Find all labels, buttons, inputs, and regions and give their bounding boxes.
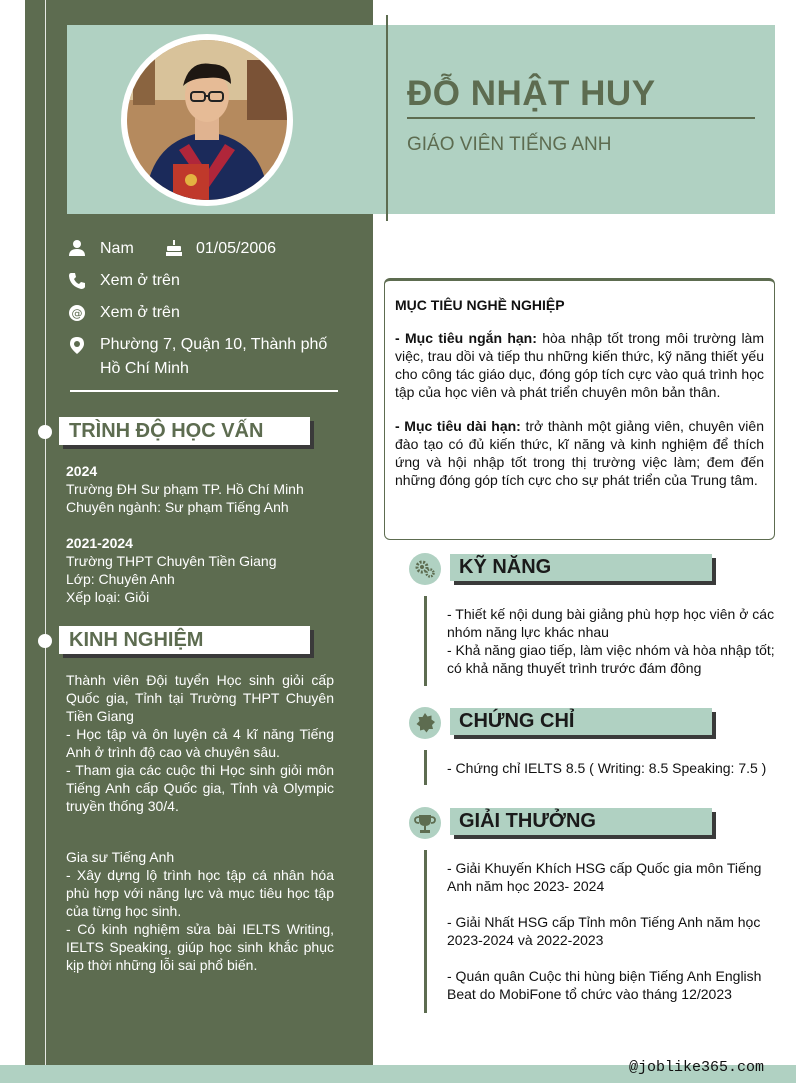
objective-long-term <box>395 417 764 489</box>
timeline-dot <box>38 634 52 648</box>
address-line-1: Phường 7, Quận 10, Thành phố <box>100 336 328 353</box>
experience-block-2: Gia sư Tiếng Anh - Xây dựng lộ trình học tập cá nhân hóa phù hợp với năng lực và mục tiêu học tập của từng học sinh. - Có kinh nghiệm sửa bài IELTS Writing, IELTS Speaking, giúp học sinh khắc phục kịp thời những lỗi sai phổ biến. <box>66 849 334 973</box>
gears-icon <box>409 553 441 585</box>
objective-short-text: hòa nhập tốt trong môi trường làm việc, trau dồi và tiếp thu những kiến thức, kỹ năng thiết yếu cho công tác giáo dục, đóng góp tích cực vào quá trình học tập của học viên và phát triển chuyên môn bản thân. <box>395 330 765 400</box>
awards-timeline-line <box>424 850 427 1013</box>
skills-heading: KỸ NĂNG <box>450 554 712 581</box>
birthday-value: 01/05/2006 <box>196 240 277 257</box>
experience-heading: KINH NGHIỆM <box>59 626 310 654</box>
award-item: - Giải Nhất HSG cấp Tỉnh môn Tiếng Anh năm học 2023-2024 và 2022-2023 <box>447 914 761 948</box>
person-icon <box>68 239 86 257</box>
awards-heading: GIẢI THƯỞNG <box>450 808 712 835</box>
candidate-name: ĐỖ NHẬT HUY <box>407 74 656 113</box>
education-school: Trường THPT Chuyên Tiền Giang <box>66 553 277 569</box>
certificate-badge-icon <box>409 707 441 739</box>
job-title: GIÁO VIÊN TIẾNG ANH <box>407 134 612 155</box>
award-item: - Quán quân Cuộc thi hùng biện Tiếng Anh English Beat do MobiFone tổ chức vào tháng 12/2023 <box>447 968 762 1002</box>
education-major: Chuyên ngành: Sư phạm Tiếng Anh <box>66 499 289 515</box>
watermark: @joblike365.com <box>629 1059 765 1076</box>
avatar <box>121 34 293 206</box>
education-entry <box>66 534 336 606</box>
education-entry <box>66 462 336 516</box>
skills-text: - Thiết kế nội dung bài giảng phù hợp học viên ở các nhóm năng lực khác nhau - Khả năng giao tiếp, làm việc nhóm và hòa nhập tốt; có khả năng thuyết trình trước đám đông <box>447 606 775 676</box>
phone-icon <box>68 272 86 290</box>
sidebar-vertical-line <box>45 0 46 1065</box>
email-value: Xem ở trên <box>100 304 180 321</box>
address-line-2: Hồ Chí Minh <box>100 360 189 377</box>
svg-text:@: @ <box>71 307 83 320</box>
profile-photo <box>127 40 287 200</box>
education-year: 2021-2024 <box>66 535 133 551</box>
education-school: Trường ĐH Sư phạm TP. Hồ Chí Minh <box>66 481 304 497</box>
certificates-heading: CHỨNG CHỈ <box>450 708 712 735</box>
award-item: - Giải Khuyến Khích HSG cấp Quốc gia môn Tiếng Anh năm học 2023- 2024 <box>447 860 762 894</box>
birthday-cake-icon <box>165 239 183 257</box>
objective-long-text: trở thành một giảng viên, chuyên viên đào tạo có đủ kiến thức, kĩ năng và kinh nghiệm để thích ứng và hội nhập tốt trong thị trường việc làm; đem đến những đóng góp tích cực cho sự phát triển của Trung tâm. <box>395 418 764 488</box>
skills-timeline-line <box>424 596 427 686</box>
experience-block-1: Thành viên Đội tuyển Học sinh giỏi cấp Quốc gia, Tỉnh tại Trường THPT Chuyên Tiền Giang - Học tập và ôn luyện cả 4 kĩ năng Tiếng Anh ở trình độ cao và chuyên sâu. - Tham gia các cuộc thi Học sinh giỏi môn Tiếng Anh cấp Quốc gia, Tỉnh và Olympic truyền thống 30/4. <box>66 672 334 814</box>
timeline-dot <box>38 425 52 439</box>
trophy-icon <box>409 807 441 839</box>
objective-short-term <box>395 329 764 401</box>
contact-divider <box>70 390 338 392</box>
objective-long-label: - Mục tiêu dài hạn: <box>395 418 521 434</box>
email-icon <box>68 304 86 322</box>
objective-short-label: - Mục tiêu ngắn hạn: <box>395 330 537 346</box>
phone-value: Xem ở trên <box>100 272 180 289</box>
gender-value: Nam <box>100 240 134 257</box>
address-value <box>100 333 350 381</box>
name-underline <box>407 117 755 119</box>
education-heading: TRÌNH ĐỘ HỌC VẤN <box>59 417 310 445</box>
education-grade: Xếp loại: Giỏi <box>66 589 150 605</box>
location-pin-icon <box>68 336 86 354</box>
education-year: 2024 <box>66 463 98 479</box>
certificates-timeline-line <box>424 750 427 785</box>
header-divider <box>386 15 388 221</box>
certificates-text: - Chứng chỉ IELTS 8.5 ( Writing: 8.5 Speaking: 7.5 ) <box>447 760 767 776</box>
education-class: Lớp: Chuyên Anh <box>66 571 175 587</box>
objective-title: MỤC TIÊU NGHỀ NGHIỆP <box>395 297 565 313</box>
career-objective-box <box>384 278 775 540</box>
